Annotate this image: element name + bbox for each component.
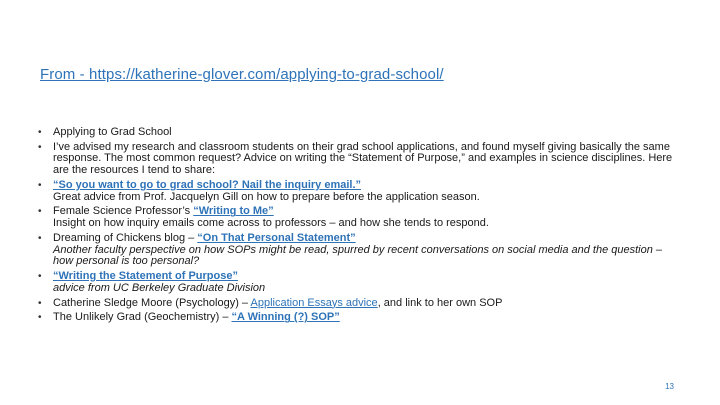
list-item [38, 298, 674, 310]
item-subtext: Great advice from Prof. Jacquelyn Gill on how to prepare before the application season. [53, 190, 480, 203]
item-prefix: Catherine Sledge Moore (Psychology) – [53, 296, 251, 309]
item-suffix: , and link to her own SOP [377, 296, 503, 309]
list-item [38, 127, 674, 139]
item-subtext: Insight on how inquiry emails come across to professors – and how she tends to respond. [53, 217, 489, 230]
source-url-link[interactable]: From - https://katherine-glover.com/applying-to-grad-school/ [40, 66, 444, 83]
item-subtext: Another faculty perspective on how SOPs might be read, spurred by recent conversations on social media and the question – how personal is too personal? [53, 243, 663, 268]
winning-sop-link[interactable]: “A Winning (?) SOP” [231, 311, 340, 324]
list-item [38, 312, 674, 324]
list-item [38, 233, 674, 268]
item-text: I’ve advised my research and classroom students on their grad school applications, and found myself giving basically the same response. The most common request? Advice on writing the “Statement of Purpose,” and examples in science disciplines. Here are the resources I tend to share: [53, 140, 673, 177]
item-text: Applying to Grad School [53, 126, 172, 138]
list-item [38, 271, 674, 294]
resource-list [38, 127, 674, 327]
item-prefix: The Unlikely Grad (Geochemistry) – [53, 311, 232, 324]
item-prefix: Dreaming of Chickens blog – [53, 231, 198, 244]
list-item [38, 142, 674, 177]
slide-number: 13 [665, 382, 674, 391]
personal-statement-link[interactable]: “On That Personal Statement” [197, 231, 356, 244]
list-item [38, 180, 674, 203]
list-item [38, 206, 674, 229]
item-subtext: advice from UC Berkeley Graduate Division [53, 281, 266, 294]
nail-inquiry-email-link[interactable]: • “So you want to go to grad school? Nail the inquiry email.” [53, 178, 362, 191]
statement-of-purpose-link[interactable]: • “Writing the Statement of Purpose” [53, 270, 238, 283]
application-essays-link[interactable]: Application Essays advice [250, 296, 378, 309]
writing-to-me-link[interactable]: “Writing to Me” [193, 205, 274, 218]
item-prefix: Female Science Professor’s [53, 205, 194, 218]
